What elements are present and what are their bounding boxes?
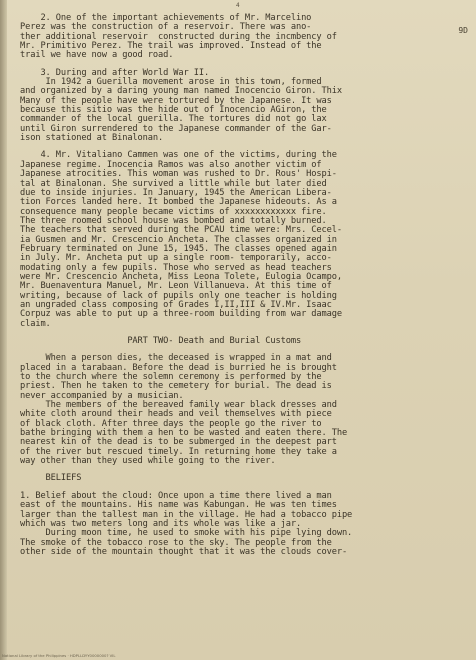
text-line: bathe bringing with them a hen to be wasted and eaten there. The	[20, 428, 348, 439]
text-line: of the river but rescued timely. In returning home they take a	[20, 446, 337, 457]
text-line: larger than the tallest man in the village. He had a tobacco pipe	[20, 509, 353, 520]
text-line: When a person dies, the deceased is wrapped in a mat and	[20, 353, 332, 364]
text-line: way other than they used while going to the river.	[20, 456, 276, 467]
text-line: Perez was the construction of a reservoir. There was ano-	[20, 22, 312, 33]
archive-footer: National Library of the Philippines · HDPLLDYY0000000? VIL	[2, 653, 116, 658]
page-edge-shadow	[0, 0, 7, 660]
text-line: and organized by a daring young man named Inocencio Giron. Thix	[20, 86, 342, 97]
text-line: priest. Then he taken to the cemetery for burial. The dead is	[20, 381, 332, 392]
section-heading: BELIEFS	[20, 473, 82, 484]
text-line: because this sitio was the hide out of Inocencio AGiron, the	[20, 105, 327, 116]
text-line: tion Forces landed here. It bombed the Japanese hideouts. As a	[20, 197, 337, 208]
text-line: due to inside injuries. In January, 1945 the American Libera-	[20, 187, 332, 198]
text-line: never accompanied by a musician.	[20, 390, 184, 401]
page-top-mark: 4	[236, 2, 240, 9]
text-line: trail we have now a good road.	[20, 50, 174, 61]
section-gap	[20, 466, 466, 474]
text-line: The members of the bereaved family wear black dresses and	[20, 400, 337, 411]
text-line: commander of the local guerilla. The tortures did not go lax	[20, 114, 327, 125]
text-line: The three roomed school house was bombed and totally burned.	[20, 215, 327, 226]
text-line: until Giron surrendered to the Japanese commander of the Gar-	[20, 123, 332, 134]
text-line: modating only a few pupils. Those who served as head teachers	[20, 262, 332, 273]
text-line: ison stationed at Binalonan.	[20, 133, 164, 144]
text-line: In 1942 a Guerilla movement arose in this town, formed	[20, 77, 322, 88]
typed-text-body	[20, 14, 466, 557]
text-line: claim.	[20, 318, 51, 329]
text-line: which was two meters long and its whole was like a jar.	[20, 518, 302, 529]
text-line: other side of the mountain thought that it was the clouds cover-	[20, 546, 348, 557]
text-line: Japanese regime. Inocencia Ramos was also another victim of	[20, 159, 322, 170]
text-line: placed in a tarabaan. Before the dead is burried he is brought	[20, 362, 337, 373]
text-line: nearest kin of the dead is to be submerged in the deepest part	[20, 437, 337, 448]
text-line: The smoke of the tobacco rose to the sky. The people from the	[20, 537, 332, 548]
text-line: Mr. Buenaventura Manuel, Mr. Leon Villanueva. At this time of	[20, 281, 332, 292]
text-line: February terminated on June 15, 1945. The classes opened again	[20, 243, 337, 254]
text-line: were Mr. Crescencio Ancheta, Miss Leona Tolete, Eulogia Ocampo,	[20, 271, 342, 282]
text-line: an ungraded class composing of Grades I,II,III & IV.Mr. Isaac	[20, 299, 332, 310]
text-line: east of the mountains. His name was Kabungan. He was ten times	[20, 500, 337, 511]
text-line: 3. During and after World War II.	[20, 67, 210, 78]
text-line: Many of the people have were tortured by the Japanese. It was	[20, 95, 332, 106]
text-line: consequence many people became victims of xxxxxxxxxxxx fire.	[20, 206, 327, 217]
text-line: white cloth around their heads and veil themselves with piece	[20, 409, 332, 420]
text-line: ther additional reservoir constructed during the incmbency of	[20, 31, 337, 42]
text-line: Mr. Primitivo Perez. The trail was improved. Instead of the	[20, 41, 322, 52]
section-heading: PART TWO- Death and Burial Customs	[20, 336, 302, 346]
text-line: Corpuz was able to put up a three-room building from war damage	[20, 309, 342, 320]
text-line: The teachers that served during the PCAU time were: Mrs. Cecel-	[20, 225, 342, 236]
text-line: 4. Mr. Vitaliano Cammen was one of the victims, during the	[20, 150, 337, 161]
text-line: 1. Belief about the cloud: Once upon a time there lived a man	[20, 490, 332, 501]
text-line: 2. One of the important achievements of Mr. Marcelino	[20, 13, 312, 23]
text-line: to the church where the solemn ceremony is performed by the	[20, 372, 322, 383]
page-corner-number: 9D	[458, 26, 468, 35]
text-line: in July. Mr. Ancheta put up a single room- temporarily, acco-	[20, 253, 332, 264]
text-line: writing, because of lack of pupils only one teacher is holding	[20, 290, 337, 301]
text-line: ia Gusmen and Mr. Crescencio Ancheta. The classes organized in	[20, 234, 337, 245]
text-line: of black cloth. After three days the people go the river to	[20, 418, 322, 429]
text-line: Japanese atrocities. This woman was rushed to Dr. Rous' Hospi-	[20, 169, 337, 180]
text-line: tal at Binalonan. She survived a little while but later died	[20, 178, 327, 189]
text-line: During moon time, he used to smoke with his pipe lying down.	[20, 528, 353, 539]
